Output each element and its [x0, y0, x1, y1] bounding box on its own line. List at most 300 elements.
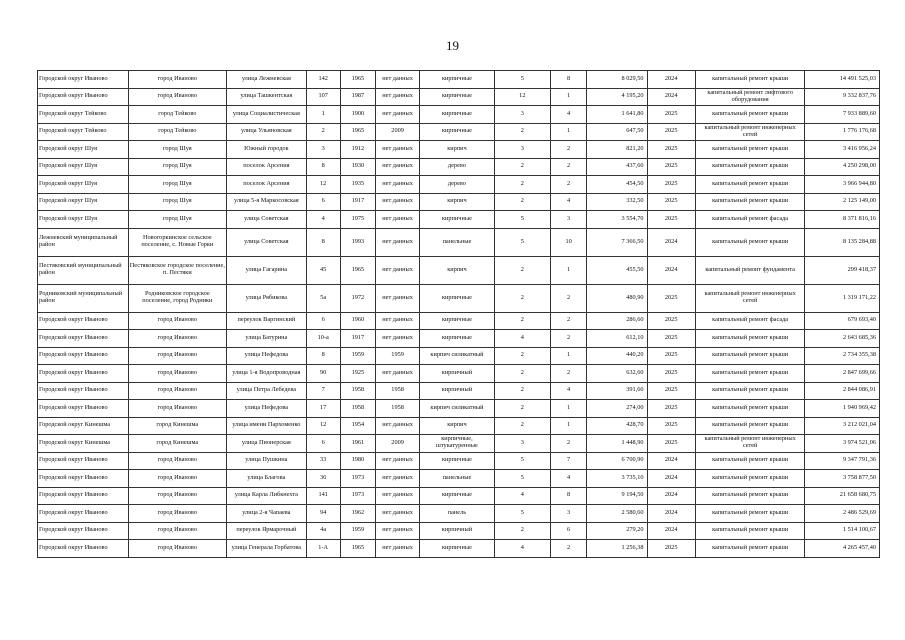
cell-settlement: Пестяковское городское поселение, п. Пестяки	[128, 256, 227, 284]
cell-repair-year: 2025	[647, 141, 695, 159]
cell-wall-material: кирпичный	[420, 382, 494, 400]
cell-work-type: капитальный ремонт инженерных сетей	[695, 123, 805, 141]
cell-entrances: 1	[550, 417, 586, 435]
cell-floors: 2	[494, 400, 550, 418]
cell-repair-year: 2024	[647, 487, 695, 505]
cell-house: 8	[306, 347, 340, 365]
cell-settlement: город Шуя	[128, 141, 227, 159]
cell-area: 332,50	[587, 193, 647, 211]
cell-house: 45	[306, 256, 340, 284]
cell-floors: 2	[494, 365, 550, 383]
table-row	[38, 522, 880, 540]
cell-year-commissioned: нет данных	[375, 522, 419, 540]
cell-house: 8	[306, 158, 340, 176]
table-row	[38, 228, 880, 256]
cell-entrances: 3	[550, 505, 586, 523]
cell-work-type: капитальный ремонт крыши	[695, 106, 805, 124]
cell-work-type: капитальный ремонт крыши	[695, 505, 805, 523]
cell-cost: 2 643 685,36	[805, 330, 880, 348]
table-row	[38, 540, 880, 558]
cell-repair-year: 2025	[647, 106, 695, 124]
cell-floors: 2	[494, 522, 550, 540]
cell-house: 142	[306, 71, 340, 89]
cell-entrances: 10	[550, 228, 586, 256]
cell-year-commissioned: нет данных	[375, 487, 419, 505]
cell-repair-year: 2024	[647, 228, 695, 256]
cell-entrances: 6	[550, 522, 586, 540]
cell-year-commissioned: 2009	[375, 435, 419, 453]
cell-house: 12	[306, 176, 340, 194]
cell-year-built: 1993	[340, 228, 375, 256]
cell-year-commissioned: нет данных	[375, 256, 419, 284]
cell-district: Городской округ Иваново	[38, 382, 129, 400]
cell-entrances: 1	[550, 88, 586, 106]
cell-entrances: 4	[550, 470, 586, 488]
cell-cost: 679 693,40	[805, 312, 880, 330]
cell-house: 1	[306, 106, 340, 124]
cell-floors: 2	[494, 382, 550, 400]
cell-house: 90	[306, 365, 340, 383]
cell-entrances: 1	[550, 256, 586, 284]
cell-district: Родниковский муниципальный район	[38, 284, 129, 312]
cell-year-commissioned: нет данных	[375, 470, 419, 488]
cell-wall-material: кирпич	[420, 256, 494, 284]
cell-work-type: капитальный ремонт фасада	[695, 211, 805, 229]
cell-year-built: 1959	[340, 347, 375, 365]
cell-entrances: 2	[550, 176, 586, 194]
cell-settlement: город Иваново	[128, 71, 227, 89]
cell-wall-material: кирпичные	[420, 88, 494, 106]
cell-area: 480,90	[587, 284, 647, 312]
cell-cost: 2 847 699,66	[805, 365, 880, 383]
cell-floors: 5	[494, 452, 550, 470]
table-row	[38, 400, 880, 418]
cell-year-commissioned: нет данных	[375, 176, 419, 194]
cell-year-built: 1900	[340, 106, 375, 124]
cell-entrances: 2	[550, 284, 586, 312]
cell-cost: 9 332 837,76	[805, 88, 880, 106]
cell-floors: 4	[494, 540, 550, 558]
table-row	[38, 176, 880, 194]
cell-district: Городской округ Иваново	[38, 365, 129, 383]
cell-street: улица Социалистическая	[227, 106, 306, 124]
cell-year-built: 1975	[340, 211, 375, 229]
cell-cost: 2 844 086,91	[805, 382, 880, 400]
cell-year-built: 1912	[340, 141, 375, 159]
cell-year-built: 1980	[340, 452, 375, 470]
cell-work-type: капитальный ремонт крыши	[695, 228, 805, 256]
cell-year-built: 1917	[340, 193, 375, 211]
cell-settlement: город Иваново	[128, 88, 227, 106]
cell-year-commissioned: 1958	[375, 382, 419, 400]
cell-work-type: капитальный ремонт фундамента	[695, 256, 805, 284]
cell-cost: 8 135 284,88	[805, 228, 880, 256]
cell-work-type: капитальный ремонт крыши	[695, 382, 805, 400]
cell-house: 141	[306, 487, 340, 505]
cell-floors: 2	[494, 158, 550, 176]
cell-year-commissioned: нет данных	[375, 505, 419, 523]
cell-cost: 4 250 298,00	[805, 158, 880, 176]
cell-cost: 3 758 877,50	[805, 470, 880, 488]
cell-settlement: город Иваново	[128, 505, 227, 523]
table-row	[38, 417, 880, 435]
cell-street: улица Советская	[227, 211, 306, 229]
table-row	[38, 330, 880, 348]
cell-work-type: капитальный ремонт крыши	[695, 540, 805, 558]
cell-year-built: 1960	[340, 312, 375, 330]
cell-cost: 3 212 021,04	[805, 417, 880, 435]
cell-area: 612,10	[587, 330, 647, 348]
cell-area: 632,60	[587, 365, 647, 383]
table-row	[38, 365, 880, 383]
cell-entrances: 4	[550, 193, 586, 211]
cell-repair-year: 2025	[647, 284, 695, 312]
cell-repair-year: 2025	[647, 176, 695, 194]
cell-house: 4	[306, 211, 340, 229]
cell-settlement: Родниковское городское поселение, город Родники	[128, 284, 227, 312]
table-row	[38, 452, 880, 470]
cell-area: 9 194,50	[587, 487, 647, 505]
cell-repair-year: 2024	[647, 470, 695, 488]
cell-year-built: 1930	[340, 158, 375, 176]
cell-wall-material: кирпичные	[420, 330, 494, 348]
cell-work-type: капитальный ремонт крыши	[695, 417, 805, 435]
cell-year-commissioned: нет данных	[375, 452, 419, 470]
cell-settlement: город Кинешма	[128, 417, 227, 435]
cell-repair-year: 2025	[647, 400, 695, 418]
cell-street: улица Петра Лебедева	[227, 382, 306, 400]
cell-area: 1 256,38	[587, 540, 647, 558]
cell-year-built: 1965	[340, 123, 375, 141]
cell-cost: 9 347 791,36	[805, 452, 880, 470]
cell-area: 454,50	[587, 176, 647, 194]
cell-settlement: город Иваново	[128, 487, 227, 505]
cell-cost: 4 265 457,40	[805, 540, 880, 558]
cell-wall-material: кирпич силикатный	[420, 400, 494, 418]
cell-street: улица Нефедова	[227, 400, 306, 418]
cell-repair-year: 2025	[647, 347, 695, 365]
table-row	[38, 141, 880, 159]
cell-floors: 3	[494, 106, 550, 124]
cell-street: улица 1-я Водопроводная	[227, 365, 306, 383]
cell-entrances: 2	[550, 158, 586, 176]
cell-area: 1 641,80	[587, 106, 647, 124]
table-row	[38, 158, 880, 176]
cell-year-commissioned: нет данных	[375, 365, 419, 383]
cell-wall-material: кирпичные	[420, 123, 494, 141]
cell-floors: 2	[494, 123, 550, 141]
cell-cost: 8 371 816,16	[805, 211, 880, 229]
cell-work-type: капитальный ремонт фасада	[695, 312, 805, 330]
cell-wall-material: панель	[420, 505, 494, 523]
table-row	[38, 470, 880, 488]
cell-year-built: 1958	[340, 382, 375, 400]
cell-district: Городской округ Шуя	[38, 176, 129, 194]
cell-work-type: капитальный ремонт крыши	[695, 141, 805, 159]
cell-district: Городской округ Иваново	[38, 312, 129, 330]
cell-cost: 3 416 956,24	[805, 141, 880, 159]
cell-repair-year: 2025	[647, 158, 695, 176]
table-row	[38, 382, 880, 400]
cell-wall-material: кирпичные	[420, 487, 494, 505]
cell-area: 1 448,90	[587, 435, 647, 453]
cell-repair-year: 2024	[647, 522, 695, 540]
cell-floors: 5	[494, 228, 550, 256]
cell-repair-year: 2025	[647, 330, 695, 348]
cell-street: улица Нефедова	[227, 347, 306, 365]
cell-year-commissioned: нет данных	[375, 158, 419, 176]
cell-house: 6	[306, 193, 340, 211]
housing-repair-table	[37, 70, 880, 558]
cell-year-commissioned: нет данных	[375, 312, 419, 330]
cell-house: 12	[306, 417, 340, 435]
table-row	[38, 88, 880, 106]
cell-cost: 14 491 525,03	[805, 71, 880, 89]
cell-entrances: 8	[550, 71, 586, 89]
cell-entrances: 1	[550, 123, 586, 141]
cell-cost: 2 734 355,38	[805, 347, 880, 365]
table-row	[38, 256, 880, 284]
cell-district: Городской округ Иваново	[38, 487, 129, 505]
cell-settlement: город Иваново	[128, 347, 227, 365]
cell-settlement: город Шуя	[128, 211, 227, 229]
cell-work-type: капитальный ремонт инженерных сетей	[695, 435, 805, 453]
cell-house: 1-А	[306, 540, 340, 558]
cell-house: 6	[306, 312, 340, 330]
cell-area: 437,60	[587, 158, 647, 176]
cell-area: 7 366,50	[587, 228, 647, 256]
cell-district: Городской округ Иваново	[38, 88, 129, 106]
cell-area: 279,20	[587, 522, 647, 540]
cell-year-built: 1965	[340, 540, 375, 558]
cell-settlement: город Шуя	[128, 158, 227, 176]
cell-settlement: город Иваново	[128, 365, 227, 383]
cell-house: 3	[306, 141, 340, 159]
cell-street: улица Карла Либкнехта	[227, 487, 306, 505]
cell-year-built: 1925	[340, 365, 375, 383]
cell-floors: 2	[494, 347, 550, 365]
cell-work-type: капитальный ремонт крыши	[695, 347, 805, 365]
cell-settlement: город Кинешма	[128, 435, 227, 453]
cell-repair-year: 2025	[647, 123, 695, 141]
cell-area: 3 554,70	[587, 211, 647, 229]
cell-wall-material: панельные	[420, 228, 494, 256]
cell-house: 2	[306, 123, 340, 141]
cell-street: улица Пионерская	[227, 435, 306, 453]
cell-area: 6 700,90	[587, 452, 647, 470]
cell-floors: 2	[494, 417, 550, 435]
cell-house: 36	[306, 470, 340, 488]
cell-repair-year: 2025	[647, 193, 695, 211]
cell-settlement: город Иваново	[128, 522, 227, 540]
cell-work-type: капитальный ремонт крыши	[695, 330, 805, 348]
table-row	[38, 435, 880, 453]
cell-entrances: 2	[550, 141, 586, 159]
cell-wall-material: кирпичный	[420, 365, 494, 383]
cell-entrances: 1	[550, 400, 586, 418]
cell-street: улица Рябикова	[227, 284, 306, 312]
cell-district: Городской округ Шуя	[38, 211, 129, 229]
cell-street: улица Благова	[227, 470, 306, 488]
cell-house: 4а	[306, 522, 340, 540]
cell-area: 455,50	[587, 256, 647, 284]
cell-street: Южный городок	[227, 141, 306, 159]
page-number: 19	[446, 38, 459, 53]
cell-floors: 5	[494, 505, 550, 523]
cell-work-type: капитальный ремонт крыши	[695, 470, 805, 488]
cell-settlement: город Иваново	[128, 400, 227, 418]
cell-street: улица Пушкина	[227, 452, 306, 470]
cell-floors: 5	[494, 470, 550, 488]
cell-floors: 5	[494, 211, 550, 229]
table-row	[38, 106, 880, 124]
cell-year-commissioned: нет данных	[375, 211, 419, 229]
cell-district: Городской округ Иваново	[38, 522, 129, 540]
cell-year-commissioned: 1958	[375, 400, 419, 418]
cell-repair-year: 2025	[647, 382, 695, 400]
cell-area: 440,20	[587, 347, 647, 365]
cell-settlement: город Иваново	[128, 382, 227, 400]
cell-repair-year: 2024	[647, 71, 695, 89]
cell-year-commissioned: нет данных	[375, 106, 419, 124]
cell-year-commissioned: нет данных	[375, 330, 419, 348]
cell-year-commissioned: нет данных	[375, 71, 419, 89]
cell-house: 17	[306, 400, 340, 418]
cell-cost: 1 940 969,42	[805, 400, 880, 418]
cell-wall-material: кирпичные	[420, 106, 494, 124]
cell-year-commissioned: нет данных	[375, 540, 419, 558]
cell-street: улица 5-я Маркосовская	[227, 193, 306, 211]
cell-floors: 12	[494, 88, 550, 106]
cell-area: 274,00	[587, 400, 647, 418]
cell-area: 647,50	[587, 123, 647, 141]
cell-floors: 4	[494, 487, 550, 505]
cell-house: 94	[306, 505, 340, 523]
cell-street: переулок Варгинский	[227, 312, 306, 330]
cell-settlement: город Иваново	[128, 330, 227, 348]
cell-street: улица Генерала Горбатова	[227, 540, 306, 558]
cell-district: Городской округ Иваново	[38, 470, 129, 488]
cell-cost: 21 658 680,75	[805, 487, 880, 505]
cell-repair-year: 2024	[647, 452, 695, 470]
cell-year-built: 1965	[340, 71, 375, 89]
cell-street: переулок Ярмарочный	[227, 522, 306, 540]
cell-repair-year: 2024	[647, 505, 695, 523]
cell-wall-material: дерево	[420, 158, 494, 176]
cell-wall-material: кирпичные	[420, 312, 494, 330]
table-row	[38, 487, 880, 505]
cell-work-type: капитальный ремонт крыши	[695, 400, 805, 418]
cell-year-built: 1972	[340, 284, 375, 312]
cell-floors: 2	[494, 256, 550, 284]
cell-district: Городской округ Иваново	[38, 330, 129, 348]
cell-work-type: капитальный ремонт крыши	[695, 522, 805, 540]
cell-year-built: 1987	[340, 88, 375, 106]
cell-repair-year: 2025	[647, 540, 695, 558]
cell-wall-material: панельные	[420, 470, 494, 488]
cell-street: улица Ташкентская	[227, 88, 306, 106]
cell-cost: 1 776 176,68	[805, 123, 880, 141]
cell-district: Городской округ Иваново	[38, 400, 129, 418]
cell-entrances: 2	[550, 365, 586, 383]
cell-year-commissioned: нет данных	[375, 417, 419, 435]
cell-entrances: 4	[550, 382, 586, 400]
cell-year-commissioned: нет данных	[375, 193, 419, 211]
cell-settlement: город Шуя	[128, 193, 227, 211]
cell-entrances: 2	[550, 312, 586, 330]
cell-year-built: 1959	[340, 522, 375, 540]
cell-floors: 3	[494, 435, 550, 453]
cell-entrances: 2	[550, 540, 586, 558]
cell-repair-year: 2025	[647, 365, 695, 383]
cell-wall-material: кирпичные	[420, 540, 494, 558]
cell-floors: 2	[494, 193, 550, 211]
cell-area: 286,60	[587, 312, 647, 330]
cell-settlement: город Шуя	[128, 176, 227, 194]
cell-street: улица имени Пархоменко	[227, 417, 306, 435]
cell-year-commissioned: нет данных	[375, 141, 419, 159]
cell-district: Городской округ Кинешма	[38, 435, 129, 453]
cell-cost: 1 319 171,22	[805, 284, 880, 312]
cell-house: 6	[306, 435, 340, 453]
cell-street: улица Лежневская	[227, 71, 306, 89]
cell-settlement: город Тейково	[128, 123, 227, 141]
table-row	[38, 505, 880, 523]
cell-repair-year: 2025	[647, 312, 695, 330]
cell-cost: 7 933 889,60	[805, 106, 880, 124]
cell-floors: 2	[494, 312, 550, 330]
cell-year-built: 1954	[340, 417, 375, 435]
cell-wall-material: кирпичные	[420, 71, 494, 89]
cell-work-type: капитальный ремонт крыши	[695, 365, 805, 383]
cell-work-type: капитальный ремонт крыши	[695, 452, 805, 470]
cell-house: 107	[306, 88, 340, 106]
cell-entrances: 8	[550, 487, 586, 505]
cell-entrances: 2	[550, 330, 586, 348]
cell-street: поселок Арсения	[227, 158, 306, 176]
cell-district: Лежневский муниципальный район	[38, 228, 129, 256]
cell-area: 8 029,50	[587, 71, 647, 89]
cell-street: поселок Арсения	[227, 176, 306, 194]
cell-wall-material: кирпичный	[420, 522, 494, 540]
cell-area: 4 195,20	[587, 88, 647, 106]
cell-floors: 3	[494, 141, 550, 159]
cell-district: Городской округ Шуя	[38, 141, 129, 159]
cell-house: 5а	[306, 284, 340, 312]
cell-entrances: 1	[550, 347, 586, 365]
cell-entrances: 2	[550, 435, 586, 453]
cell-entrances: 7	[550, 452, 586, 470]
cell-year-commissioned: нет данных	[375, 228, 419, 256]
cell-district: Городской округ Тейково	[38, 106, 129, 124]
cell-work-type: капитальный ремонт крыши	[695, 71, 805, 89]
cell-repair-year: 2025	[647, 417, 695, 435]
cell-wall-material: кирпичные	[420, 211, 494, 229]
cell-cost: 2 486 529,69	[805, 505, 880, 523]
table-row	[38, 284, 880, 312]
cell-wall-material: кирпичные, штукатуренные	[420, 435, 494, 453]
cell-work-type: капитальный ремонт крыши	[695, 158, 805, 176]
cell-settlement: город Иваново	[128, 312, 227, 330]
cell-entrances: 3	[550, 211, 586, 229]
cell-settlement: Новогоркинское сельское поселение, с. Новые Горки	[128, 228, 227, 256]
cell-district: Городской округ Шуя	[38, 193, 129, 211]
table-row	[38, 71, 880, 89]
table-row	[38, 123, 880, 141]
cell-work-type: капитальный ремонт лифтового оборудования	[695, 88, 805, 106]
cell-year-built: 1935	[340, 176, 375, 194]
cell-street: улица 2-я Чапаева	[227, 505, 306, 523]
